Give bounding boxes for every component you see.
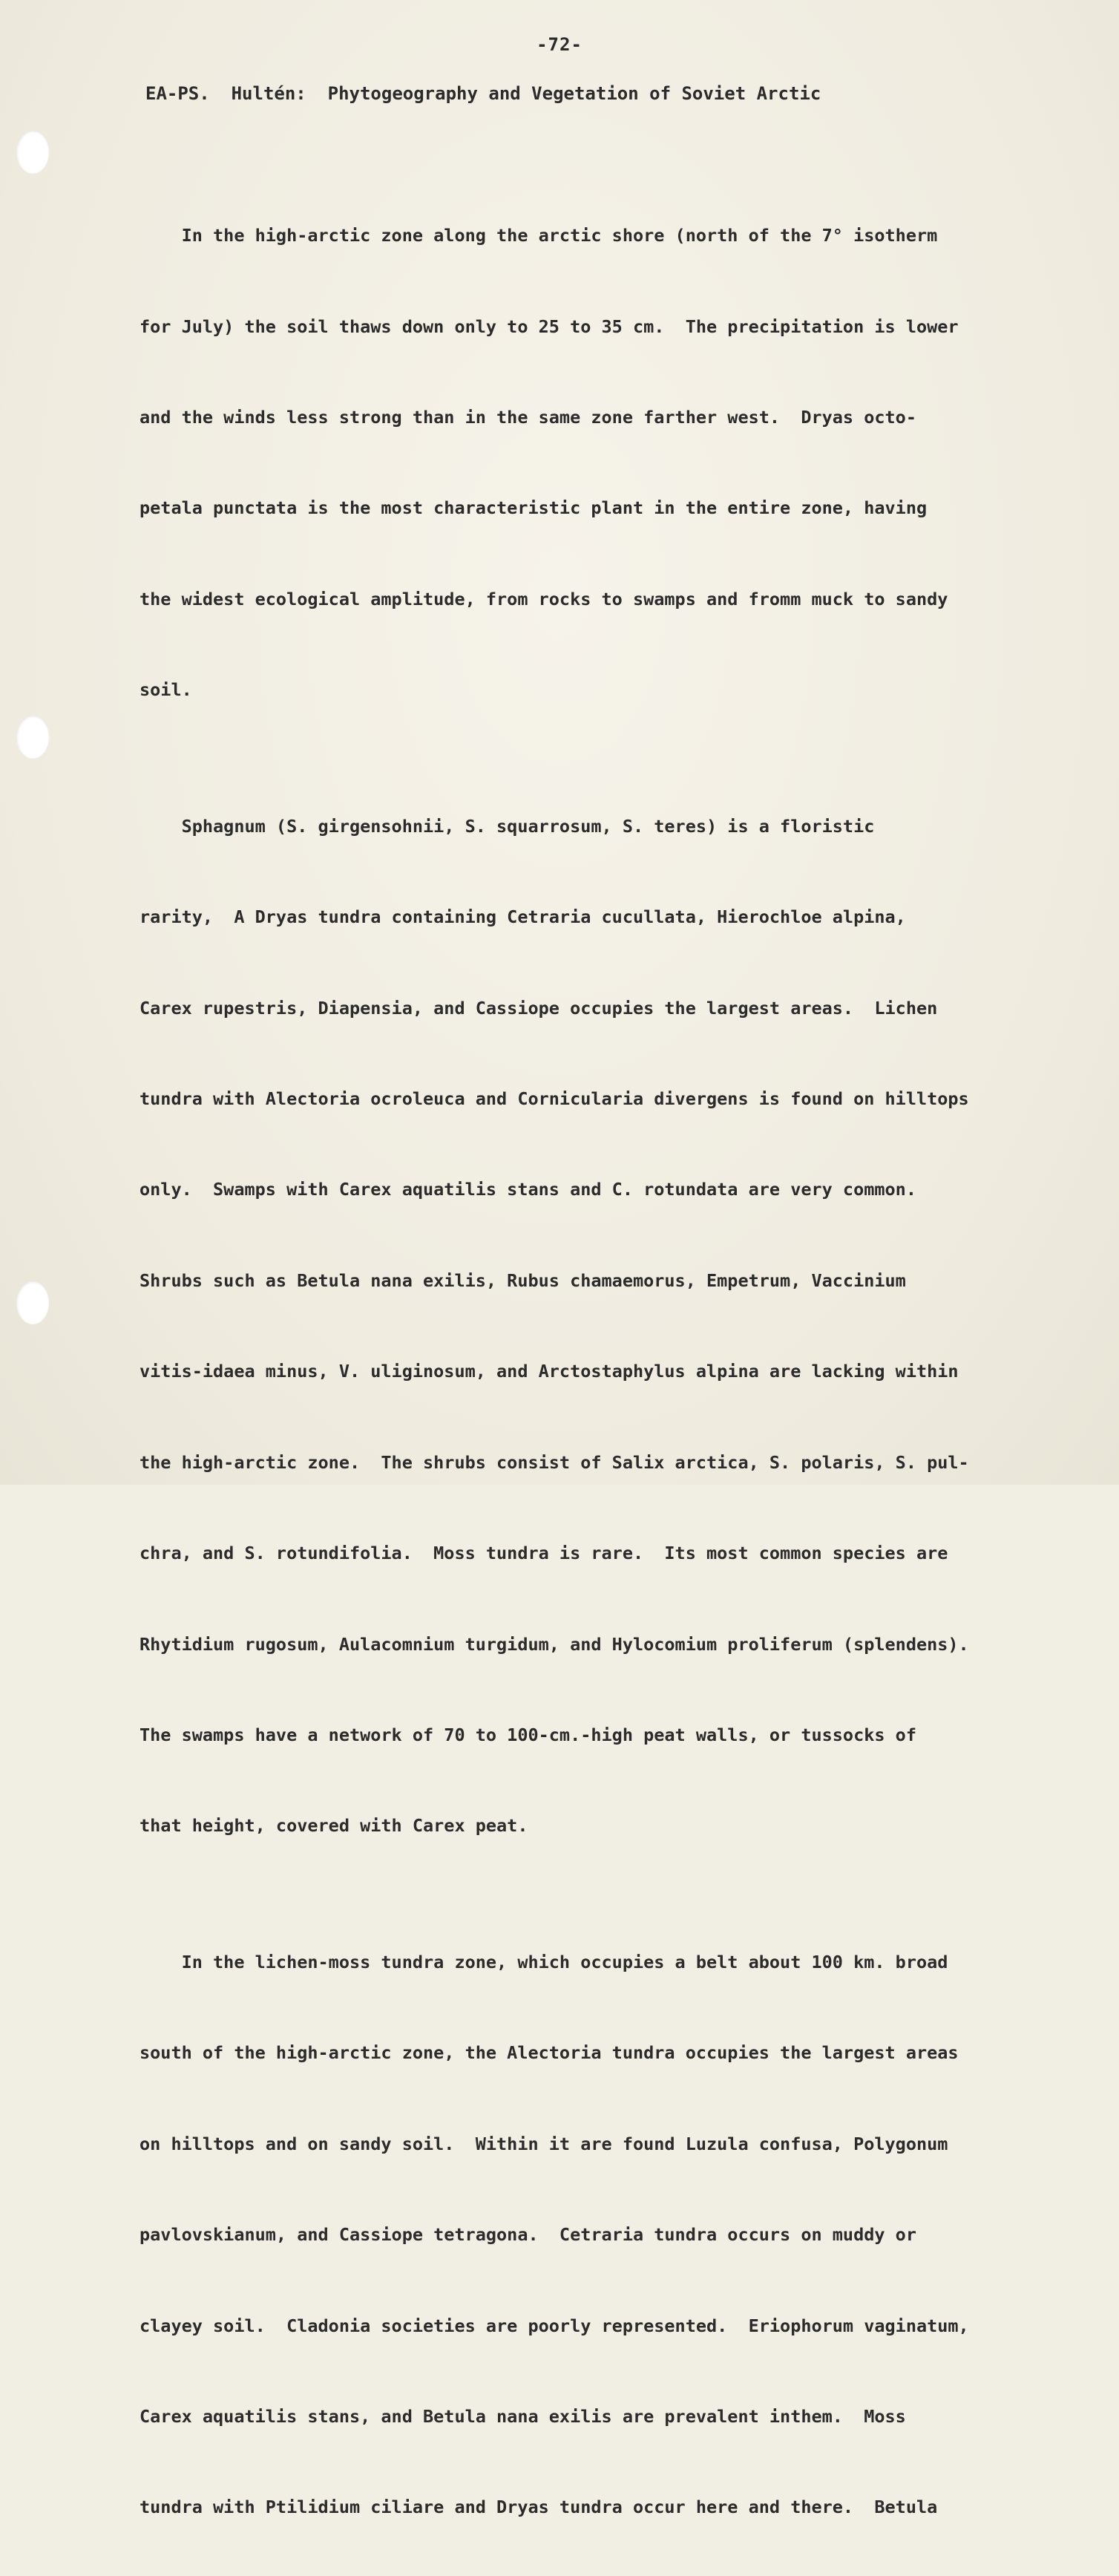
text-line: the widest ecological amplitude, from rocks to swamps and fromm muck to sandy [140,588,948,609]
text-line: Shrubs such as Betula nana exilis, Rubus chamaemorus, Empetrum, Vaccinium [140,1269,906,1291]
text-line: pavlovskianum, and Cassiope tetragona. Cetraria tundra occurs on muddy or [140,2224,916,2246]
running-header: EA-PS. Hultén: Phytogeography and Vegetation of Soviet Arctic [145,83,821,104]
text-line: chra, and S. rotundifolia. Moss tundra is rare. Its most common species are [140,1543,948,1564]
text-line: Carex aquatilis stans, and Betula nana exilis are prevalent inthem. Moss [140,2405,906,2427]
text-line: soil. [140,679,192,701]
text-line: on hilltops and on sandy soil. Within it are found Luzula confusa, Polygonum [140,2133,948,2154]
text-line: petala punctata is the most characteristic plant in the entire zone, having [140,497,928,519]
text-line: clayey soil. Cladonia societies are poorly represented. Eriophorum vaginatum, [140,2315,969,2336]
text-line: that height, covered with Carex peat. [140,1815,528,1837]
paragraph [140,759,1037,1895]
document-body [140,168,1037,2576]
text-line: In the lichen-moss tundra zone, which occupies a belt about 100 km. broad [140,1951,948,1972]
text-line: Rhytidium rugosum, Aulacomnium turgidum, and Hylocomium proliferum (splendens). [140,1633,969,1655]
text-line: rarity, A Dryas tundra containing Cetraria cucullata, Hierochloe alpina, [140,906,906,928]
text-line: Carex rupestris, Diapensia, and Cassiope occupies the largest areas. Lichen [140,997,938,1019]
paragraph [140,168,1037,759]
paragraph [140,1895,1037,2576]
page-number: -72- [536,34,583,55]
text-line: tundra with Alectoria ocroleuca and Cornicularia divergens is found on hilltops [140,1088,969,1110]
text-line: vitis-idaea minus, V. uliginosum, and Arctostaphylus alpina are lacking within [140,1361,959,1382]
text-line: south of the high-arctic zone, the Alectoria tundra occupies the largest areas [140,2042,959,2064]
punch-hole [16,131,49,174]
punch-hole [16,1281,49,1324]
text-line: and the winds less strong than in the same zone farther west. Dryas octo- [140,407,916,428]
text-line: the high-arctic zone. The shrubs consist of Salix arctica, S. polaris, S. pul- [140,1451,969,1473]
text-line: In the high-arctic zone along the arctic shore (north of the 7° isotherm [140,225,938,246]
text-line: Sphagnum (S. girgensohnii, S. squarrosum, S. teres) is a floristic [140,815,875,837]
text-line: only. Swamps with Carex aquatilis stans and C. rotundata are very common. [140,1179,916,1200]
text-line: tundra with Ptilidium ciliare and Dryas tundra occur here and there. Betula [140,2497,938,2518]
text-line: The swamps have a network of 70 to 100-cm.-high peat walls, or tussocks of [140,1724,916,1745]
punch-hole [16,716,49,759]
text-line: for July) the soil thaws down only to 25 to 35 cm. The precipitation is lower [140,316,959,337]
